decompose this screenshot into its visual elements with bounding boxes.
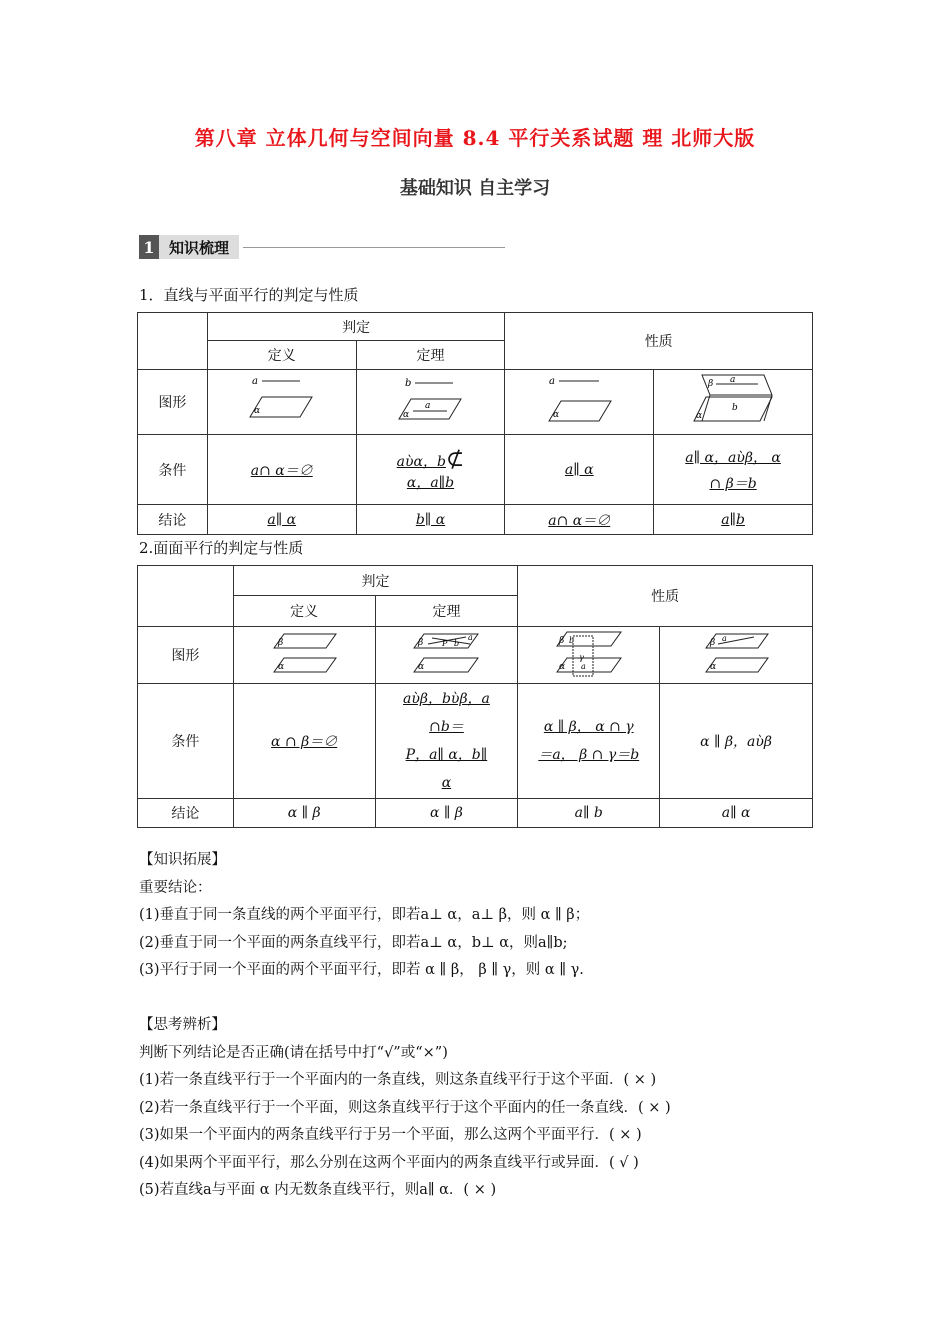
think-subheading: 判断下列结论是否正确(请在括号中打“√”或“×”) bbox=[139, 1044, 448, 1061]
t1-cond-def: a∩ α＝∅ bbox=[207, 435, 356, 505]
t2-cond-prop1: α ∥ β， α ∩ γ ＝a， β ∩ γ＝b bbox=[518, 684, 660, 799]
t1-fig-prop1 bbox=[505, 370, 654, 435]
plane-intersection-figure bbox=[688, 373, 778, 431]
t1-h-def: 定义 bbox=[207, 341, 356, 370]
t1-fig-prop2 bbox=[654, 370, 813, 435]
think-item: (2)若一条直线平行于一个平面，则这条直线平行于这个平面内的任一条直线．( × ) bbox=[139, 1099, 671, 1116]
label-a: a bbox=[722, 634, 727, 643]
think-item: (5)若直线a与平面 α 内无数条直线平行，则a∥ α．( × ) bbox=[139, 1182, 497, 1198]
t2-h-prop: 性质 bbox=[518, 566, 813, 627]
think-item: (4)如果两个平面平行，那么分别在这两个平面内的两条直线平行或异面．( √ ) bbox=[139, 1154, 639, 1171]
t2-fig-prop1 bbox=[518, 627, 660, 684]
ext-heading: 【知识拓展】 bbox=[139, 852, 226, 868]
label-alpha: α bbox=[710, 662, 717, 672]
t1-cond-prop1: a∥ α bbox=[505, 435, 654, 505]
label-beta: β bbox=[558, 636, 564, 646]
t1-concl-thm: b∥ α bbox=[356, 505, 505, 535]
t1-cond-prop2: a∥ α，aὺβ， α ∩ β＝b bbox=[654, 435, 813, 505]
label-alpha: α bbox=[278, 662, 285, 672]
t1-r-concl: 结论 bbox=[138, 505, 208, 535]
t2-h-def: 定义 bbox=[233, 596, 375, 627]
t1-r-fig: 图形 bbox=[138, 370, 208, 435]
parallel-planes-figure bbox=[266, 632, 342, 678]
label-b: b bbox=[404, 378, 411, 389]
ext-item: (3)平行于同一个平面的两个平面平行，即若 α ∥ β， β ∥ γ，则 α ∥ γ. bbox=[139, 962, 584, 978]
think-item: (3)如果一个平面内的两条直线平行于另一个平面，那么这两个平面平行．( × ) bbox=[139, 1127, 642, 1143]
t2-h-thm: 定理 bbox=[375, 596, 518, 627]
section-divider bbox=[243, 247, 505, 248]
table1-caption: 1．直线与平面平行的判定与性质 bbox=[139, 286, 359, 304]
label-a: a bbox=[549, 376, 556, 387]
label-b: b bbox=[732, 403, 738, 413]
label-alpha: α bbox=[696, 411, 703, 421]
t2-h-judge: 判定 bbox=[233, 566, 518, 596]
section-header bbox=[139, 234, 505, 260]
think-heading: 【思考辨析】 bbox=[139, 1017, 226, 1033]
label-a: a bbox=[251, 376, 258, 387]
t1-concl-prop2: a∥b bbox=[654, 505, 813, 535]
t1-fig-def bbox=[207, 370, 356, 435]
label-beta: β bbox=[708, 379, 714, 389]
label-beta: β bbox=[278, 638, 284, 648]
label-beta: β bbox=[418, 638, 424, 648]
three-planes-figure bbox=[549, 630, 629, 680]
line-in-parallel-plane-figure bbox=[698, 632, 774, 678]
ext-subheading: 重要结论： bbox=[139, 879, 212, 896]
label-alpha: α bbox=[253, 406, 260, 416]
label-a: a bbox=[424, 401, 430, 411]
t1-fig-thm bbox=[356, 370, 505, 435]
t2-cond-def: α ∩ β＝∅ bbox=[233, 684, 375, 799]
line-plane-theorem-figure bbox=[391, 375, 471, 429]
t2-cond-thm: aὺβ，bὺβ，a ∩b＝ P，a∥ α，b∥ α bbox=[375, 684, 518, 799]
table2-caption: 2.面面平行的判定与性质 bbox=[139, 539, 304, 557]
ext-item: (1)垂直于同一条直线的两个平面平行，即若a⊥ α，a⊥ β，则 α ∥ β； bbox=[139, 907, 590, 923]
t1-h-prop: 性质 bbox=[505, 313, 813, 370]
line-plane-table bbox=[137, 312, 813, 535]
t1-corner bbox=[138, 313, 208, 370]
label-alpha: α bbox=[418, 662, 425, 672]
label-gamma: γ bbox=[578, 653, 584, 662]
t2-concl-prop1: a∥ b bbox=[518, 799, 660, 828]
t1-h-thm: 定理 bbox=[356, 341, 505, 370]
t1-concl-prop1: a∩ α＝∅ bbox=[505, 505, 654, 535]
section-number: 1 bbox=[139, 235, 159, 259]
t1-cond-thm: aὺα，b⊄ α，a∥b bbox=[356, 435, 505, 505]
line-plane-figure bbox=[242, 375, 322, 429]
label-a: a bbox=[730, 375, 736, 385]
t2-concl-def: α ∥ β bbox=[233, 799, 375, 828]
think-item: (1)若一条直线平行于一个平面内的一条直线，则这条直线平行于这个平面．( × ) bbox=[139, 1072, 657, 1088]
t1-r-cond: 条件 bbox=[138, 435, 208, 505]
label-p: P bbox=[442, 639, 448, 648]
ext-item: (2)垂直于同一个平面的两条直线平行，即若a⊥ α，b⊥ α，则a∥b; bbox=[139, 934, 568, 951]
t2-fig-def bbox=[233, 627, 375, 684]
t2-fig-thm bbox=[375, 627, 518, 684]
label-alpha: α bbox=[558, 662, 565, 672]
t2-corner bbox=[138, 566, 234, 627]
think-section bbox=[139, 1012, 671, 1205]
t2-r-fig: 图形 bbox=[138, 627, 234, 684]
t2-concl-thm: α ∥ β bbox=[375, 799, 518, 828]
page-subtitle: 基础知识 自主学习 bbox=[399, 178, 551, 199]
label-alpha: α bbox=[553, 410, 560, 420]
t2-cond-prop2: α ∥ β，aὺβ bbox=[660, 684, 813, 799]
section-label: 知识梳理 bbox=[159, 235, 239, 259]
t1-concl-def: a∥ α bbox=[207, 505, 356, 535]
t2-concl-prop2: a∥ α bbox=[660, 799, 813, 828]
line-parallel-plane-figure bbox=[539, 375, 619, 429]
parallel-planes-theorem-figure bbox=[406, 632, 486, 678]
knowledge-extension bbox=[139, 847, 589, 985]
label-alpha: α bbox=[402, 410, 409, 420]
label-beta: β bbox=[710, 638, 716, 648]
t2-r-concl: 结论 bbox=[138, 799, 234, 828]
label-b: b bbox=[454, 639, 460, 648]
t2-r-cond: 条件 bbox=[138, 684, 234, 799]
t2-fig-prop2 bbox=[660, 627, 813, 684]
page-title: 第八章 立体几何与空间向量 8.4 平行关系试题 理 北师大版 bbox=[194, 126, 756, 150]
label-a: a bbox=[580, 662, 586, 671]
plane-plane-table bbox=[137, 565, 813, 828]
label-a: a bbox=[468, 633, 474, 642]
t1-h-judge: 判定 bbox=[207, 313, 505, 341]
label-b: b bbox=[568, 636, 574, 645]
